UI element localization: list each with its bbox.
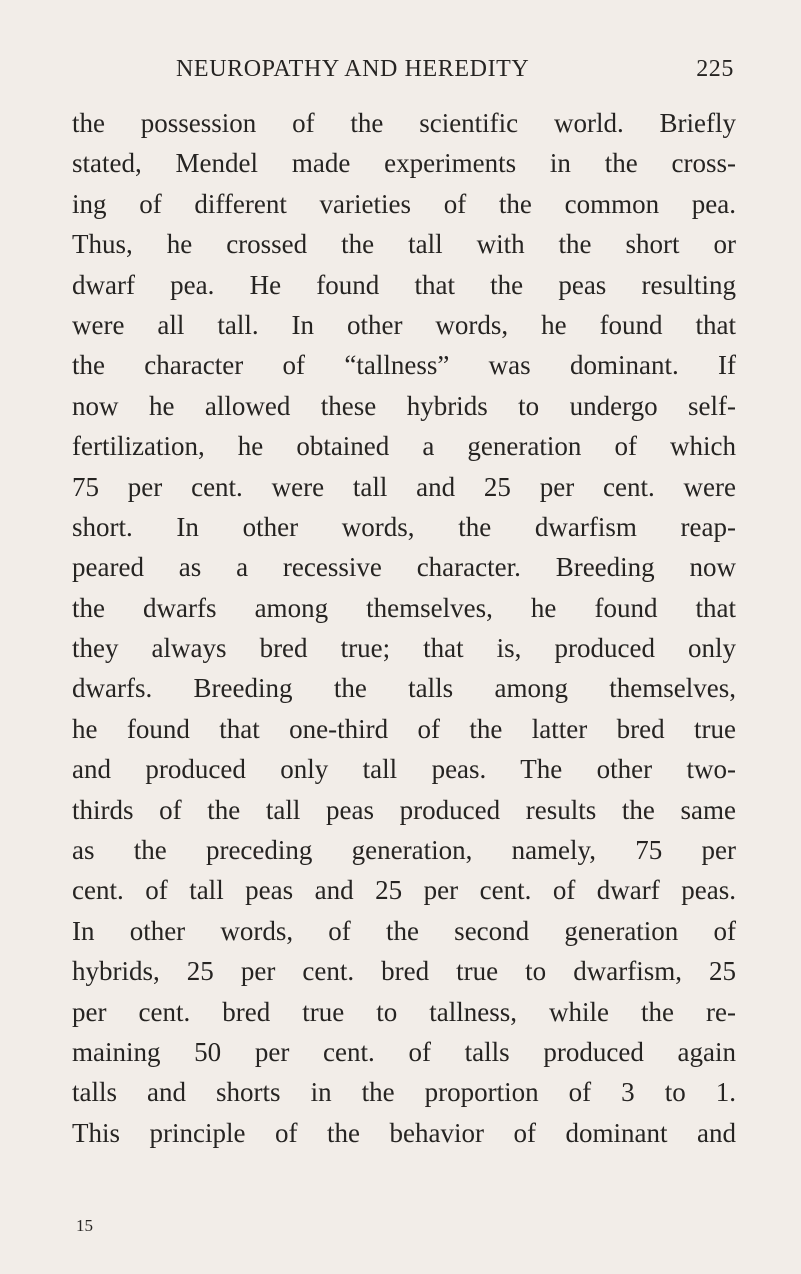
- text-line: In other words, of the second generation of: [72, 915, 736, 946]
- text-line: dwarf pea. He found that the peas resulting: [72, 269, 736, 300]
- text-line: short. In other words, the dwarfism reap-: [72, 511, 736, 542]
- text-line: he found that one-third of the latter bred true: [72, 713, 736, 744]
- page-number: 225: [696, 56, 734, 82]
- text-line: maining 50 per cent. of talls produced again: [72, 1036, 736, 1067]
- text-line: peared as a recessive character. Breeding now: [72, 552, 736, 583]
- text-line: talls and shorts in the proportion of 3 to 1.: [72, 1077, 736, 1108]
- text-line: the dwarfs among themselves, he found that: [72, 592, 736, 623]
- text-line: 75 per cent. were tall and 25 per cent. were: [72, 471, 736, 502]
- text-line: hybrids, 25 per cent. bred true to dwarfism, 25: [72, 956, 736, 987]
- text-line: ing of different varieties of the common pea.: [72, 188, 736, 219]
- text-line: Thus, he crossed the tall with the short or: [72, 229, 736, 260]
- running-head: [72, 52, 734, 86]
- body-text: [72, 103, 736, 1153]
- text-line: were all tall. In other words, he found that: [72, 309, 736, 340]
- text-line: stated, Mendel made experiments in the cross-: [72, 148, 736, 179]
- text-line: dwarfs. Breeding the talls among themselves,: [72, 673, 736, 704]
- text-line: they always bred true; that is, produced only: [72, 633, 736, 664]
- text-line: now he allowed these hybrids to undergo self-: [72, 390, 736, 421]
- text-line: per cent. bred true to tallness, while the re-: [72, 996, 736, 1027]
- text-line: the possession of the scientific world. Briefly: [72, 108, 736, 138]
- text-line: the character of “tallness” was dominant. If: [72, 350, 736, 381]
- text-line: and produced only tall peas. The other two-: [72, 754, 736, 785]
- text-line: thirds of the tall peas produced results the same: [72, 794, 736, 825]
- text-line: as the preceding generation, namely, 75 per: [72, 835, 736, 866]
- text-line: This principle of the behavior of dominant and: [72, 1117, 736, 1148]
- signature-mark: 15: [76, 1216, 93, 1235]
- running-title: NEUROPATHY AND HEREDITY: [176, 56, 530, 82]
- text-line: fertilization, he obtained a generation of which: [72, 431, 736, 462]
- text-line: cent. of tall peas and 25 per cent. of dwarf peas.: [72, 875, 736, 906]
